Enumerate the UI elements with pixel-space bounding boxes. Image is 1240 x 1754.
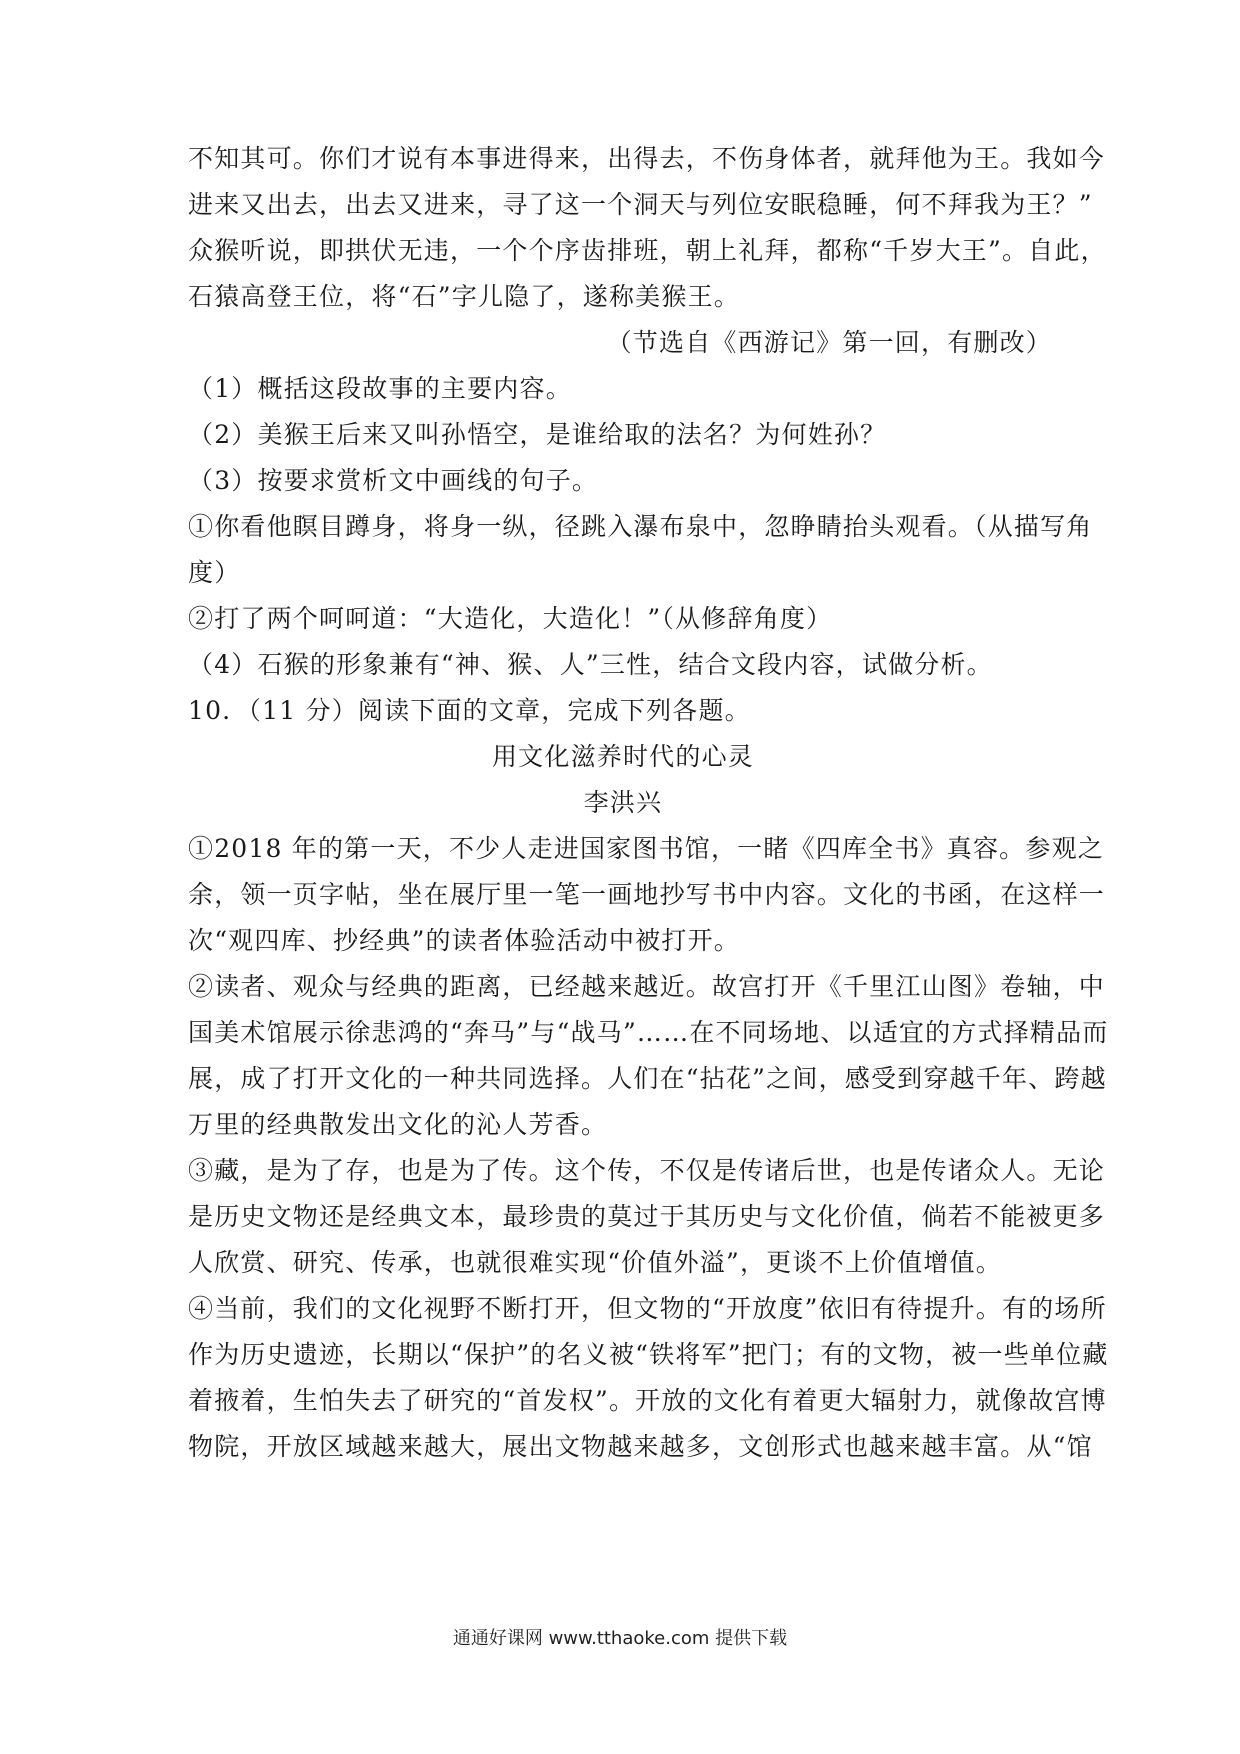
passage-line: 石猿高登王位，将“石”字儿隐了，遂称美猴王。 <box>188 282 740 311</box>
passage-line: 进来又出去，出去又进来，寻了这一个洞天与列位安眠稳睡，何不拜我为王？” <box>188 190 1093 219</box>
passage-line: 众猴听说，即拱伏无违，一个个序齿排班，朝上礼拜，都称“千岁大王”。自此， <box>188 236 1107 265</box>
article-title: 用文化滋养时代的心灵 <box>491 742 754 771</box>
sub-question: ②打了两个呵呵道：“大造化，大造化！”（从修辞角度） <box>188 604 833 633</box>
sub-question: （3）按要求赏析文中画线的句子。 <box>188 466 599 495</box>
article-line: 是历史文物还是经典文本，最珍贵的莫过于其历史与文化价值，倘若不能被更多 <box>188 1202 1106 1231</box>
article-author: 李洪兴 <box>583 788 663 817</box>
article-line: 物院，开放区域越来越大，展出文物越来越多，文创形式也越来越丰富。从“馆 <box>188 1432 1093 1461</box>
sub-question: ①你看他瞑目蹲身，将身一纵，径跳入瀑布泉中，忽睁睛抬头观看。（从描写角 <box>188 512 1093 541</box>
passage-line: 不知其可。你们才说有本事进得来，出得去，不伤身体者，就拜他为王。我如今 <box>188 144 1106 173</box>
sub-question: （4）石猴的形象兼有“神、猴、人”三性，结合文段内容，试做分析。 <box>188 650 993 679</box>
article-line: 作为历史遗迹，长期以“保护”的名义被“铁将军”把门；有的文物，被一些单位藏 <box>188 1340 1109 1369</box>
sub-question: （1）概括这段故事的主要内容。 <box>188 374 572 403</box>
page-footer: 通通好课网 www.tthaoke.com 提供下载 <box>452 1628 788 1649</box>
article-line: ③藏，是为了存，也是为了传。这个传，不仅是传诸后世，也是传诸众人。无论 <box>188 1156 1106 1185</box>
article-line: 次“观四库、抄经典”的读者体验活动中被打开。 <box>188 926 740 955</box>
passage-source: （节选自《西游记》第一回，有删改） <box>606 328 1052 357</box>
article-line: 国美术馆展示徐悲鸿的“奔马”与“战马”……在不同场地、以适宜的方式择精品而 <box>188 1018 1109 1047</box>
sub-question: （2）美猴王后来又叫孙悟空，是谁给取的法名？为何姓孙？ <box>188 420 887 449</box>
article-line: ④当前，我们的文化视野不断打开，但文物的“开放度”依旧有待提升。有的场所 <box>188 1294 1107 1323</box>
article-line: ①2018 年的第一天，不少人走进国家图书馆，一睹《四库全书》真容。参观之 <box>188 834 1104 863</box>
article-line: ②读者、观众与经典的距离，已经越来越近。故宫打开《千里江山图》卷轴，中 <box>188 972 1106 1001</box>
article-line: 万里的经典散发出文化的沁人芳香。 <box>188 1110 608 1139</box>
article-line: 着掖着，生怕失去了研究的“首发权”。开放的文化有着更大辐射力，就像故宫博 <box>188 1386 1107 1415</box>
article-line: 展，成了打开文化的一种共同选择。人们在“拈花”之间，感受到穿越千年、跨越 <box>188 1064 1107 1093</box>
question-header: 10．（11 分）阅读下面的文章，完成下列各题。 <box>188 696 751 725</box>
sub-question: 度） <box>188 558 241 587</box>
article-line: 人欣赏、研究、传承，也就很难实现“价值外溢”，更谈不上价值增值。 <box>188 1248 1002 1277</box>
article-line: 余，领一页字帖，坐在展厅里一笔一画地抄写书中内容。文化的书函，在这样一 <box>188 880 1106 909</box>
